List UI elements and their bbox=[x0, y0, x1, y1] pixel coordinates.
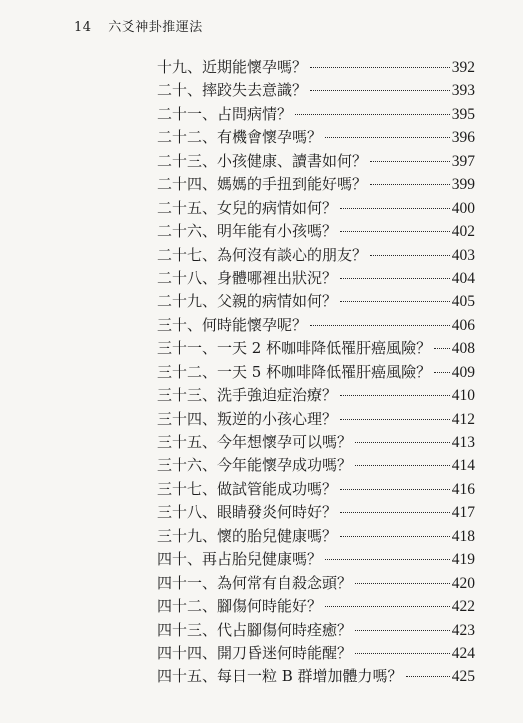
toc-entry-title: 二十八、身體哪裡出狀況？ bbox=[157, 268, 338, 287]
toc-entry-page: 412 bbox=[451, 410, 475, 428]
toc-entry-title: 三十九、懷的胎兒健康嗎？ bbox=[157, 526, 338, 545]
toc-entry-title: 三十一、一天 2 杯咖啡降低罹肝癌風險？ bbox=[157, 339, 432, 358]
toc-entry-page: 416 bbox=[451, 480, 475, 498]
toc-entry-page: 406 bbox=[451, 316, 475, 334]
toc-entry-title: 三十八、眼睛發炎何時好？ bbox=[157, 503, 338, 522]
toc-entry-title: 三十、何時能懷孕呢？ bbox=[157, 315, 308, 334]
toc-dot-leader bbox=[355, 465, 450, 466]
toc-dot-leader bbox=[370, 184, 450, 185]
toc-entry-title: 三十二、一天 5 杯咖啡降低罹肝癌風險？ bbox=[157, 362, 432, 381]
toc-entry-page: 404 bbox=[451, 269, 475, 287]
book-title: 六爻神卦推運法 bbox=[108, 20, 203, 35]
toc-dot-leader bbox=[355, 442, 450, 443]
toc-dot-leader bbox=[340, 419, 450, 420]
toc-entry-page: 395 bbox=[451, 105, 475, 123]
toc-entry-page: 423 bbox=[451, 621, 475, 639]
toc-entry-title: 二十七、為何沒有談心的朋友？ bbox=[157, 245, 368, 264]
toc-dot-leader bbox=[355, 630, 450, 631]
toc-entry-title: 三十三、洗手強迫症治療？ bbox=[157, 386, 338, 405]
toc-entry bbox=[157, 197, 475, 220]
toc-entry bbox=[157, 267, 475, 290]
toc-entry-title: 三十四、叛逆的小孩心理？ bbox=[157, 409, 338, 428]
toc-dot-leader bbox=[355, 653, 450, 654]
toc-entry bbox=[157, 337, 475, 360]
toc-entry-page: 403 bbox=[451, 246, 475, 264]
toc-entry-title: 二十六、明年能有小孩嗎？ bbox=[157, 222, 338, 241]
toc-entry bbox=[157, 501, 475, 524]
toc-entry-title: 二十、摔跤失去意識？ bbox=[157, 81, 308, 100]
toc-entry bbox=[157, 150, 475, 173]
toc-dot-leader bbox=[340, 395, 450, 396]
table-of-contents bbox=[157, 56, 475, 689]
toc-entry bbox=[157, 572, 475, 595]
toc-entry bbox=[157, 361, 475, 384]
toc-entry-page: 399 bbox=[451, 176, 475, 194]
toc-entry-title: 三十五、今年想懷孕可以嗎？ bbox=[157, 433, 353, 451]
toc-entry bbox=[157, 408, 475, 431]
toc-entry-page: 413 bbox=[451, 434, 475, 451]
page-header bbox=[74, 20, 203, 36]
toc-entry bbox=[157, 478, 475, 501]
toc-entry-title: 四十五、每日一粒 B 群增加體力嗎？ bbox=[157, 667, 403, 686]
toc-entry bbox=[157, 103, 475, 126]
toc-entry-page: 402 bbox=[451, 223, 475, 241]
toc-entry bbox=[157, 548, 475, 571]
toc-entry bbox=[157, 56, 475, 79]
toc-entry-title: 三十六、今年能懷孕成功嗎？ bbox=[157, 456, 353, 475]
toc-entry-title: 二十五、女兒的病情如何？ bbox=[157, 198, 338, 217]
toc-entry-page: 397 bbox=[451, 152, 475, 170]
toc-entry-page: 393 bbox=[451, 82, 475, 100]
toc-entry-title: 二十九、父親的病情如何？ bbox=[157, 292, 338, 311]
toc-dot-leader bbox=[370, 255, 450, 256]
toc-entry bbox=[157, 665, 475, 688]
toc-entry bbox=[157, 314, 475, 337]
toc-dot-leader bbox=[325, 559, 450, 560]
toc-dot-leader bbox=[325, 606, 450, 607]
toc-dot-leader bbox=[310, 90, 450, 91]
toc-dot-leader bbox=[340, 278, 450, 279]
toc-entry-page: 392 bbox=[451, 59, 475, 76]
page-number: 14 bbox=[74, 20, 92, 35]
toc-dot-leader bbox=[310, 67, 450, 68]
toc-entry bbox=[157, 220, 475, 243]
toc-entry-page: 409 bbox=[451, 363, 475, 381]
toc-dot-leader bbox=[340, 489, 450, 490]
toc-entry-page: 417 bbox=[451, 504, 475, 522]
toc-entry-page: 405 bbox=[451, 293, 475, 311]
toc-entry bbox=[157, 454, 475, 477]
toc-entry bbox=[157, 619, 475, 642]
toc-entry bbox=[157, 384, 475, 407]
toc-dot-leader bbox=[295, 114, 450, 115]
toc-entry bbox=[157, 126, 475, 149]
toc-entry-title: 二十一、占問病情？ bbox=[157, 104, 293, 123]
toc-entry-title: 四十二、腳傷何時能好？ bbox=[157, 597, 323, 616]
toc-entry bbox=[157, 290, 475, 313]
toc-entry-title: 四十四、開刀昏迷何時能醒？ bbox=[157, 643, 353, 662]
toc-entry bbox=[157, 79, 475, 102]
toc-entry-page: 419 bbox=[451, 551, 475, 569]
toc-entry-page: 418 bbox=[451, 527, 475, 545]
toc-entry bbox=[157, 525, 475, 548]
toc-entry bbox=[157, 642, 475, 665]
toc-entry-page: 425 bbox=[451, 668, 475, 686]
toc-entry bbox=[157, 173, 475, 196]
toc-dot-leader bbox=[340, 301, 450, 302]
toc-entry-page: 424 bbox=[451, 644, 475, 662]
toc-dot-leader bbox=[310, 325, 450, 326]
toc-entry-title: 四十一、為何常有自殺念頭？ bbox=[157, 573, 353, 592]
toc-entry-page: 408 bbox=[451, 340, 475, 358]
toc-entry-page: 414 bbox=[451, 457, 475, 475]
toc-entry bbox=[157, 244, 475, 267]
toc-entry-page: 410 bbox=[451, 387, 475, 405]
toc-entry-page: 420 bbox=[451, 574, 475, 592]
toc-entry-title: 二十四、媽媽的手扭到能好嗎？ bbox=[157, 175, 368, 194]
toc-dot-leader bbox=[434, 348, 450, 349]
toc-dot-leader bbox=[340, 512, 450, 513]
toc-entry bbox=[157, 431, 475, 454]
toc-entry-page: 396 bbox=[451, 129, 475, 147]
toc-dot-leader bbox=[355, 583, 450, 584]
toc-entry-title: 三十七、做試管能成功嗎？ bbox=[157, 479, 338, 498]
toc-entry-page: 400 bbox=[451, 199, 475, 217]
toc-dot-leader bbox=[340, 208, 450, 209]
toc-dot-leader bbox=[434, 372, 450, 373]
toc-entry-title: 二十三、小孩健康、讀書如何？ bbox=[157, 151, 368, 170]
toc-entry bbox=[157, 595, 475, 618]
toc-dot-leader bbox=[325, 137, 450, 138]
toc-dot-leader bbox=[406, 676, 450, 677]
toc-dot-leader bbox=[370, 161, 450, 162]
toc-dot-leader bbox=[340, 536, 450, 537]
toc-entry-title: 四十、再占胎兒健康嗎？ bbox=[157, 550, 323, 569]
toc-entry-title: 二十二、有機會懷孕嗎？ bbox=[157, 128, 323, 147]
toc-entry-title: 四十三、代占腳傷何時痊癒？ bbox=[157, 620, 353, 639]
toc-entry-title: 十九、近期能懷孕嗎？ bbox=[157, 58, 308, 76]
toc-entry-page: 422 bbox=[451, 598, 475, 616]
toc-dot-leader bbox=[340, 231, 450, 232]
